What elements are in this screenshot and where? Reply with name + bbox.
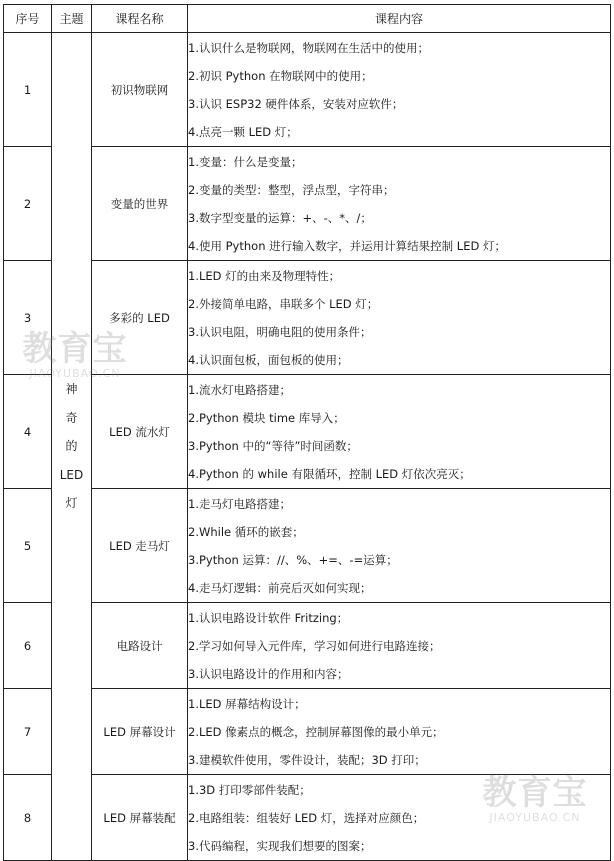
watermark-right-en: JIAOYUBAO.CN bbox=[489, 811, 581, 824]
content-line: 4.走马灯逻辑：前亮后灭如何实现； bbox=[188, 581, 372, 595]
course-name: 变量的世界 bbox=[92, 147, 188, 261]
table-row bbox=[4, 33, 611, 147]
theme-char: 奇 bbox=[65, 410, 78, 425]
content-line: 1.流水灯电路搭建； bbox=[188, 383, 291, 397]
content-line: 1.认识电路设计软件 Fritzing； bbox=[188, 611, 349, 625]
header-name: 课程名称 bbox=[92, 5, 188, 33]
content-line: 3.认识电路设计的作用和内容； bbox=[188, 667, 349, 681]
course-table bbox=[3, 4, 611, 861]
row-number: 1 bbox=[4, 33, 52, 147]
content-line: 3.认识电阻，明确电阻的使用条件； bbox=[188, 325, 372, 339]
theme-cell bbox=[52, 33, 92, 861]
content-line: 4.使用 Python 进行输入数字，并运用计算结果控制 LED 灯； bbox=[188, 239, 506, 253]
content-line: 1.LED 屏幕结构设计； bbox=[188, 697, 306, 711]
table-row bbox=[4, 603, 611, 689]
course-name: LED 流水灯 bbox=[92, 375, 188, 489]
table-row bbox=[4, 261, 611, 375]
course-content bbox=[188, 489, 611, 603]
content-line: 4.认识面包板，面包板的使用； bbox=[188, 353, 349, 367]
content-line: 1.走马灯电路搭建； bbox=[188, 497, 291, 511]
course-name: 初识物联网 bbox=[92, 33, 188, 147]
header-content: 课程内容 bbox=[188, 5, 611, 33]
watermark-left-en: JIAOYUBAO.CN bbox=[29, 367, 121, 380]
content-line: 3.Python 运算：//、%、+=、-=运算； bbox=[188, 553, 398, 567]
content-line: 2.变量的类型：整型，浮点型，字符串； bbox=[188, 183, 395, 197]
table-row bbox=[4, 689, 611, 775]
content-line: 1.变量：什么是变量； bbox=[188, 155, 303, 169]
course-name: 电路设计 bbox=[92, 603, 188, 689]
course-name: LED 屏幕设计 bbox=[92, 689, 188, 775]
content-line: 1.3D 打印零部件装配； bbox=[188, 783, 311, 797]
course-content bbox=[188, 603, 611, 689]
content-line: 2.外接简单电路，串联多个 LED 灯； bbox=[188, 297, 379, 311]
content-line: 4.Python 的 while 有限循环，控制 LED 灯依次亮灭； bbox=[188, 467, 471, 481]
row-number: 7 bbox=[4, 689, 52, 775]
watermark-left-cn: 教育宝 bbox=[22, 329, 128, 369]
content-line: 1.LED 灯的由来及物理特性； bbox=[188, 269, 341, 283]
row-number: 5 bbox=[4, 489, 52, 603]
table-row bbox=[4, 375, 611, 489]
course-name: 多彩的 LED bbox=[92, 261, 188, 375]
row-number: 8 bbox=[4, 775, 52, 861]
watermark-right-cn: 教育宝 bbox=[482, 773, 588, 813]
header-num: 序号 bbox=[4, 5, 52, 33]
content-line: 4.点亮一颗 LED 灯； bbox=[188, 125, 298, 139]
row-number: 2 bbox=[4, 147, 52, 261]
content-line: 2.初识 Python 在物联网中的使用； bbox=[188, 69, 373, 83]
course-content bbox=[188, 375, 611, 489]
course-content bbox=[188, 147, 611, 261]
theme-char: 的 bbox=[65, 439, 78, 453]
row-number: 6 bbox=[4, 603, 52, 689]
theme-char: 神 bbox=[65, 382, 78, 396]
content-line: 3.代码编程，实现我们想要的图案； bbox=[188, 839, 372, 853]
table-row bbox=[4, 147, 611, 261]
course-content bbox=[188, 775, 611, 861]
table-row bbox=[4, 489, 611, 603]
content-line: 3.Python 中的“等待”时间函数； bbox=[188, 439, 358, 453]
course-content bbox=[188, 689, 611, 775]
course-name: LED 走马灯 bbox=[92, 489, 188, 603]
header-theme: 主题 bbox=[52, 5, 92, 33]
content-line: 3.建模软件使用，零件设计，装配；3D 打印； bbox=[188, 753, 426, 767]
table-row bbox=[4, 775, 611, 861]
course-content bbox=[188, 33, 611, 147]
course-content bbox=[188, 261, 611, 375]
row-number: 3 bbox=[4, 261, 52, 375]
content-line: 2.While 循环的嵌套； bbox=[188, 525, 304, 539]
content-line: 2.电路组装：组装好 LED 灯，选择对应颜色； bbox=[188, 811, 425, 825]
theme-char: 灯 bbox=[65, 496, 78, 510]
theme-char: LED bbox=[59, 467, 84, 482]
theme-text bbox=[52, 33, 91, 518]
content-line: 2.学习如何导入元件库，学习如何进行电路连接； bbox=[188, 639, 441, 653]
row-number: 4 bbox=[4, 375, 52, 489]
content-line: 2.Python 模块 time 库导入； bbox=[188, 411, 345, 425]
content-line: 3.数字型变量的运算：+、-、*、/； bbox=[188, 211, 372, 225]
content-line: 2.LED 像素点的概念，控制屏幕图像的最小单元； bbox=[188, 725, 444, 739]
course-name: LED 屏幕装配 bbox=[92, 775, 188, 861]
table-header-row bbox=[4, 5, 611, 33]
content-line: 1.认识什么是物联网，物联网在生活中的使用； bbox=[188, 41, 429, 55]
content-line: 3.认识 ESP32 硬件体系，安装对应软件； bbox=[188, 97, 404, 111]
